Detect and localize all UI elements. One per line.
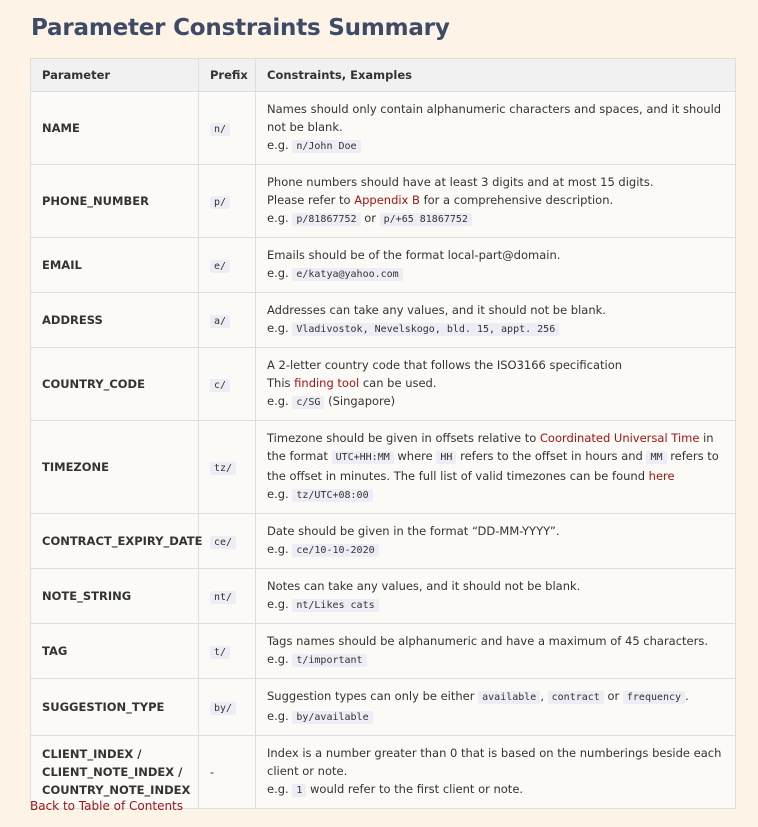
table-row	[31, 514, 736, 569]
eg-label: e.g.	[267, 211, 289, 225]
table-row	[31, 421, 736, 514]
table-row	[31, 92, 736, 165]
eg-label: e.g.	[267, 394, 289, 408]
param-name: NOTE_STRING	[31, 569, 199, 624]
example-code: t/important	[292, 654, 366, 667]
example-code: p/+65 81867752	[380, 213, 472, 226]
param-name: COUNTRY_CODE	[31, 348, 199, 421]
table-row	[31, 238, 736, 293]
param-name: TAG	[31, 624, 199, 679]
param-name	[31, 736, 199, 809]
example-code: nt/Likes cats	[292, 599, 378, 612]
format-code: HH	[436, 451, 456, 464]
format-code: MM	[646, 451, 666, 464]
constraint-text: for a comprehensive description.	[423, 193, 614, 207]
constraint-text: Index is a number greater than 0 that is based on the numberings beside each client or note.	[267, 746, 722, 778]
param-name-line: CLIENT_NOTE_INDEX /	[42, 765, 183, 779]
constraint-text: Notes can take any values, and it should not be blank.	[267, 579, 581, 593]
or-text: or	[364, 211, 376, 225]
eg-label: e.g.	[267, 597, 289, 611]
example-code: Vladivostok, Nevelskogo, bld. 15, appt. 256	[292, 323, 559, 336]
eg-label: e.g.	[267, 782, 289, 796]
example-note: would refer to the first client or note.	[310, 782, 524, 796]
param-name: CONTRACT_EXPIRY_DATE	[31, 514, 199, 569]
constraint-cell	[256, 624, 736, 679]
table-header-row	[31, 59, 736, 92]
constraint-text: can be used.	[362, 376, 437, 390]
header-constraints: Constraints, Examples	[256, 59, 736, 92]
table-row	[31, 165, 736, 238]
table-row	[31, 679, 736, 736]
param-name: SUGGESTION_TYPE	[31, 679, 199, 736]
option-code: contract	[548, 691, 604, 704]
parameter-table	[30, 58, 736, 809]
constraint-text: Suggestion types can only be either	[267, 689, 475, 703]
param-name: PHONE_NUMBER	[31, 165, 199, 238]
prefix-code: t/	[210, 646, 230, 659]
prefix-code: c/	[210, 379, 230, 392]
constraint-text: Tags names should be alphanumeric and have a maximum of 45 characters.	[267, 634, 709, 648]
constraint-text: Emails should be of the format local-part@domain.	[267, 248, 561, 262]
example-code: e/katya@yahoo.com	[292, 268, 402, 281]
table-row	[31, 293, 736, 348]
param-name: TIMEZONE	[31, 421, 199, 514]
punctuation: ,	[540, 689, 544, 703]
constraint-cell	[256, 165, 736, 238]
eg-label: e.g.	[267, 321, 289, 335]
constraint-text: refers to the offset in hours and	[460, 449, 643, 463]
prefix-code: n/	[210, 123, 230, 136]
eg-label: e.g.	[267, 487, 289, 501]
constraint-cell	[256, 92, 736, 165]
param-name-line: CLIENT_INDEX /	[42, 747, 142, 761]
constraint-text: Addresses can take any values, and it should not be blank.	[267, 303, 606, 317]
or-text: or	[607, 689, 620, 703]
param-name: ADDRESS	[31, 293, 199, 348]
timezone-list-link[interactable]: here	[648, 469, 675, 483]
constraint-text: A 2-letter country code that follows the ISO3166 specification	[267, 358, 623, 372]
constraint-cell	[256, 238, 736, 293]
param-name: NAME	[31, 92, 199, 165]
finding-tool-link[interactable]: finding tool	[294, 376, 360, 390]
constraint-cell	[256, 348, 736, 421]
constraint-text: where	[397, 449, 433, 463]
eg-label: e.g.	[267, 709, 289, 723]
prefix-code: tz/	[210, 462, 236, 475]
eg-label: e.g.	[267, 542, 289, 556]
constraint-text: This	[267, 376, 291, 390]
punctuation: .	[685, 689, 689, 703]
option-code: frequency	[623, 691, 685, 704]
example-code: p/81867752	[292, 213, 360, 226]
example-note: (Singapore)	[328, 394, 396, 408]
constraint-cell	[256, 421, 736, 514]
constraint-text: refers to the offset in minutes. The full list of valid timezones can be found	[267, 449, 719, 483]
constraint-cell	[256, 736, 736, 809]
constraint-text: in the format	[267, 431, 714, 463]
prefix-code: p/	[210, 196, 230, 209]
example-code: c/SG	[292, 396, 324, 409]
constraint-text: Date should be given in the format “DD-MM-YYYY”.	[267, 524, 560, 538]
table-row	[31, 736, 736, 809]
constraint-text: Names should only contain alphanumeric characters and spaces, and it should not be blank.	[267, 102, 722, 134]
constraint-cell	[256, 679, 736, 736]
table-row	[31, 569, 736, 624]
example-code: n/John Doe	[292, 140, 360, 153]
page-title: Parameter Constraints Summary	[31, 15, 450, 41]
constraint-text: Phone numbers should have at least 3 digits and at most 15 digits.	[267, 175, 654, 189]
appendix-b-link[interactable]: Appendix B	[354, 193, 420, 207]
prefix-code: ce/	[210, 536, 236, 549]
table-row	[31, 348, 736, 421]
table-row	[31, 624, 736, 679]
header-parameter: Parameter	[31, 59, 199, 92]
utc-link[interactable]: Coordinated Universal Time	[539, 431, 700, 445]
format-code: UTC+HH:MM	[332, 451, 394, 464]
prefix-code: nt/	[210, 591, 236, 604]
prefix-text: -	[199, 736, 256, 809]
back-to-toc-link[interactable]: Back to Table of Contents	[30, 799, 184, 813]
example-code: by/available	[292, 711, 372, 724]
example-code: ce/10-10-2020	[292, 544, 378, 557]
constraint-cell	[256, 514, 736, 569]
constraint-cell	[256, 569, 736, 624]
eg-label: e.g.	[267, 266, 289, 280]
header-prefix: Prefix	[199, 59, 256, 92]
prefix-code: e/	[210, 260, 230, 273]
param-name-line: COUNTRY_NOTE_INDEX	[42, 783, 191, 797]
constraint-text: Please refer to	[267, 193, 351, 207]
option-code: available	[478, 691, 540, 704]
constraint-text: Timezone should be given in offsets relative to	[267, 431, 537, 445]
prefix-code: by/	[210, 702, 236, 715]
eg-label: e.g.	[267, 138, 289, 152]
param-name: EMAIL	[31, 238, 199, 293]
eg-label: e.g.	[267, 652, 289, 666]
constraint-cell	[256, 293, 736, 348]
example-code: 1	[292, 784, 306, 797]
example-code: tz/UTC+08:00	[292, 489, 372, 502]
prefix-code: a/	[210, 315, 230, 328]
